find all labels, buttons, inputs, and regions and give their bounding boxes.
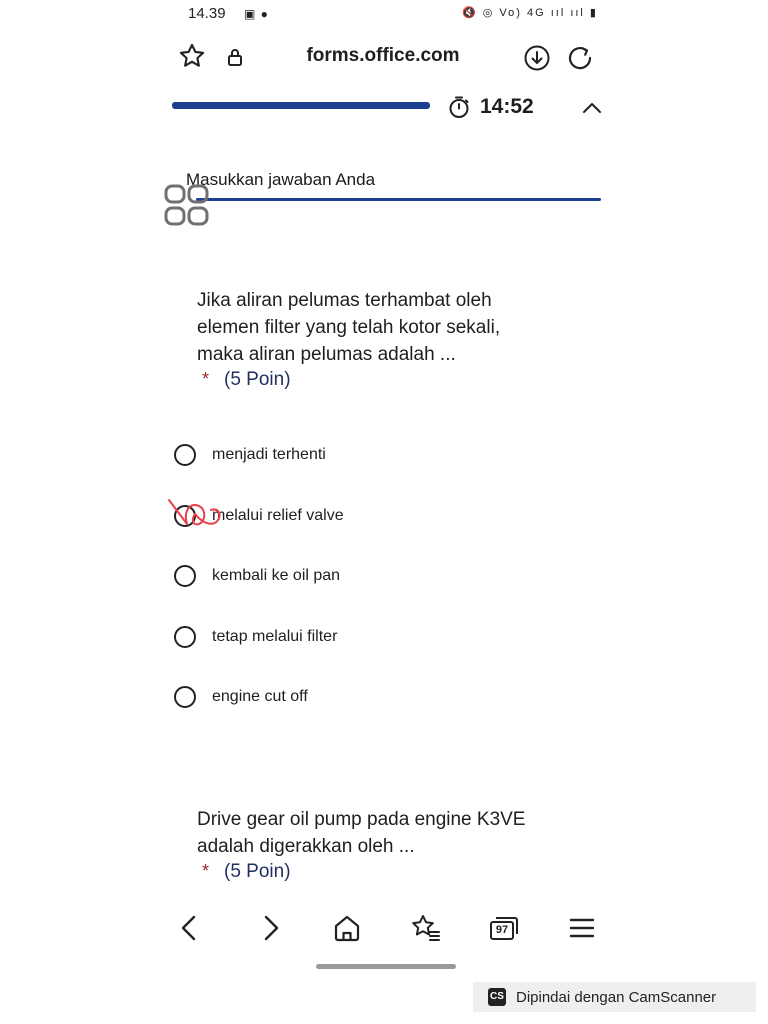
required-asterisk: * (202, 861, 210, 881)
tab-count: 97 (495, 924, 509, 936)
question-line: elemen filter yang telah kotor sekali, (197, 317, 501, 338)
option-label-2[interactable]: melalui relief valve (212, 507, 344, 524)
question-line: adalah digerakkan oleh ... (197, 836, 415, 857)
stopwatch-icon (447, 95, 471, 119)
lock-icon (227, 48, 243, 66)
required-asterisk: * (202, 369, 210, 389)
bookmarks-icon[interactable] (410, 912, 442, 944)
option-radio-1[interactable] (174, 444, 196, 466)
option-label-4[interactable]: tetap melalui filter (212, 628, 338, 645)
forward-icon[interactable] (254, 912, 286, 944)
question-1-points: (5 Poin) (224, 369, 291, 390)
question-1-text (197, 287, 587, 368)
floating-apps-icon[interactable] (163, 183, 213, 233)
menu-icon[interactable] (566, 912, 598, 944)
handwritten-mark-annotation (163, 494, 225, 538)
answer-input-underline (196, 198, 601, 201)
question-2-points: (5 Poin) (224, 861, 291, 882)
bookmark-star-icon[interactable] (178, 42, 206, 70)
gesture-home-bar[interactable] (316, 964, 456, 969)
question-line: Drive gear oil pump pada engine K3VE (197, 809, 526, 830)
back-icon[interactable] (174, 912, 206, 944)
download-icon[interactable] (523, 44, 551, 72)
chevron-up-icon[interactable] (580, 98, 604, 116)
countdown-timer: 14:52 (480, 95, 534, 118)
option-radio-5[interactable] (174, 686, 196, 708)
question-line: Jika aliran pelumas terhambat oleh (197, 290, 492, 311)
notification-icons: ▣ ● (244, 7, 269, 21)
question-2-text (197, 806, 587, 860)
system-status-icons: 🔇 ◎ Vo) 4G ııl ııl ▮ (462, 7, 598, 19)
option-radio-3[interactable] (174, 565, 196, 587)
home-icon[interactable] (331, 912, 363, 944)
reload-icon[interactable] (566, 44, 594, 72)
option-label-5[interactable]: engine cut off (212, 688, 308, 705)
question-line: maka aliran pelumas adalah ... (197, 344, 456, 365)
option-radio-4[interactable] (174, 626, 196, 648)
status-time: 14.39 (188, 5, 226, 22)
form-progress-bar (172, 102, 430, 109)
url-address[interactable]: forms.office.com (306, 45, 460, 66)
camscanner-logo-icon: CS (488, 988, 506, 1006)
answer-input[interactable]: Masukkan jawaban Anda (186, 170, 376, 189)
option-label-3[interactable]: kembali ke oil pan (212, 567, 341, 584)
option-label-1[interactable]: menjadi terhenti (212, 446, 326, 463)
camscanner-text: Dipindai dengan CamScanner (516, 989, 717, 1006)
tabs-button[interactable] (487, 912, 521, 944)
